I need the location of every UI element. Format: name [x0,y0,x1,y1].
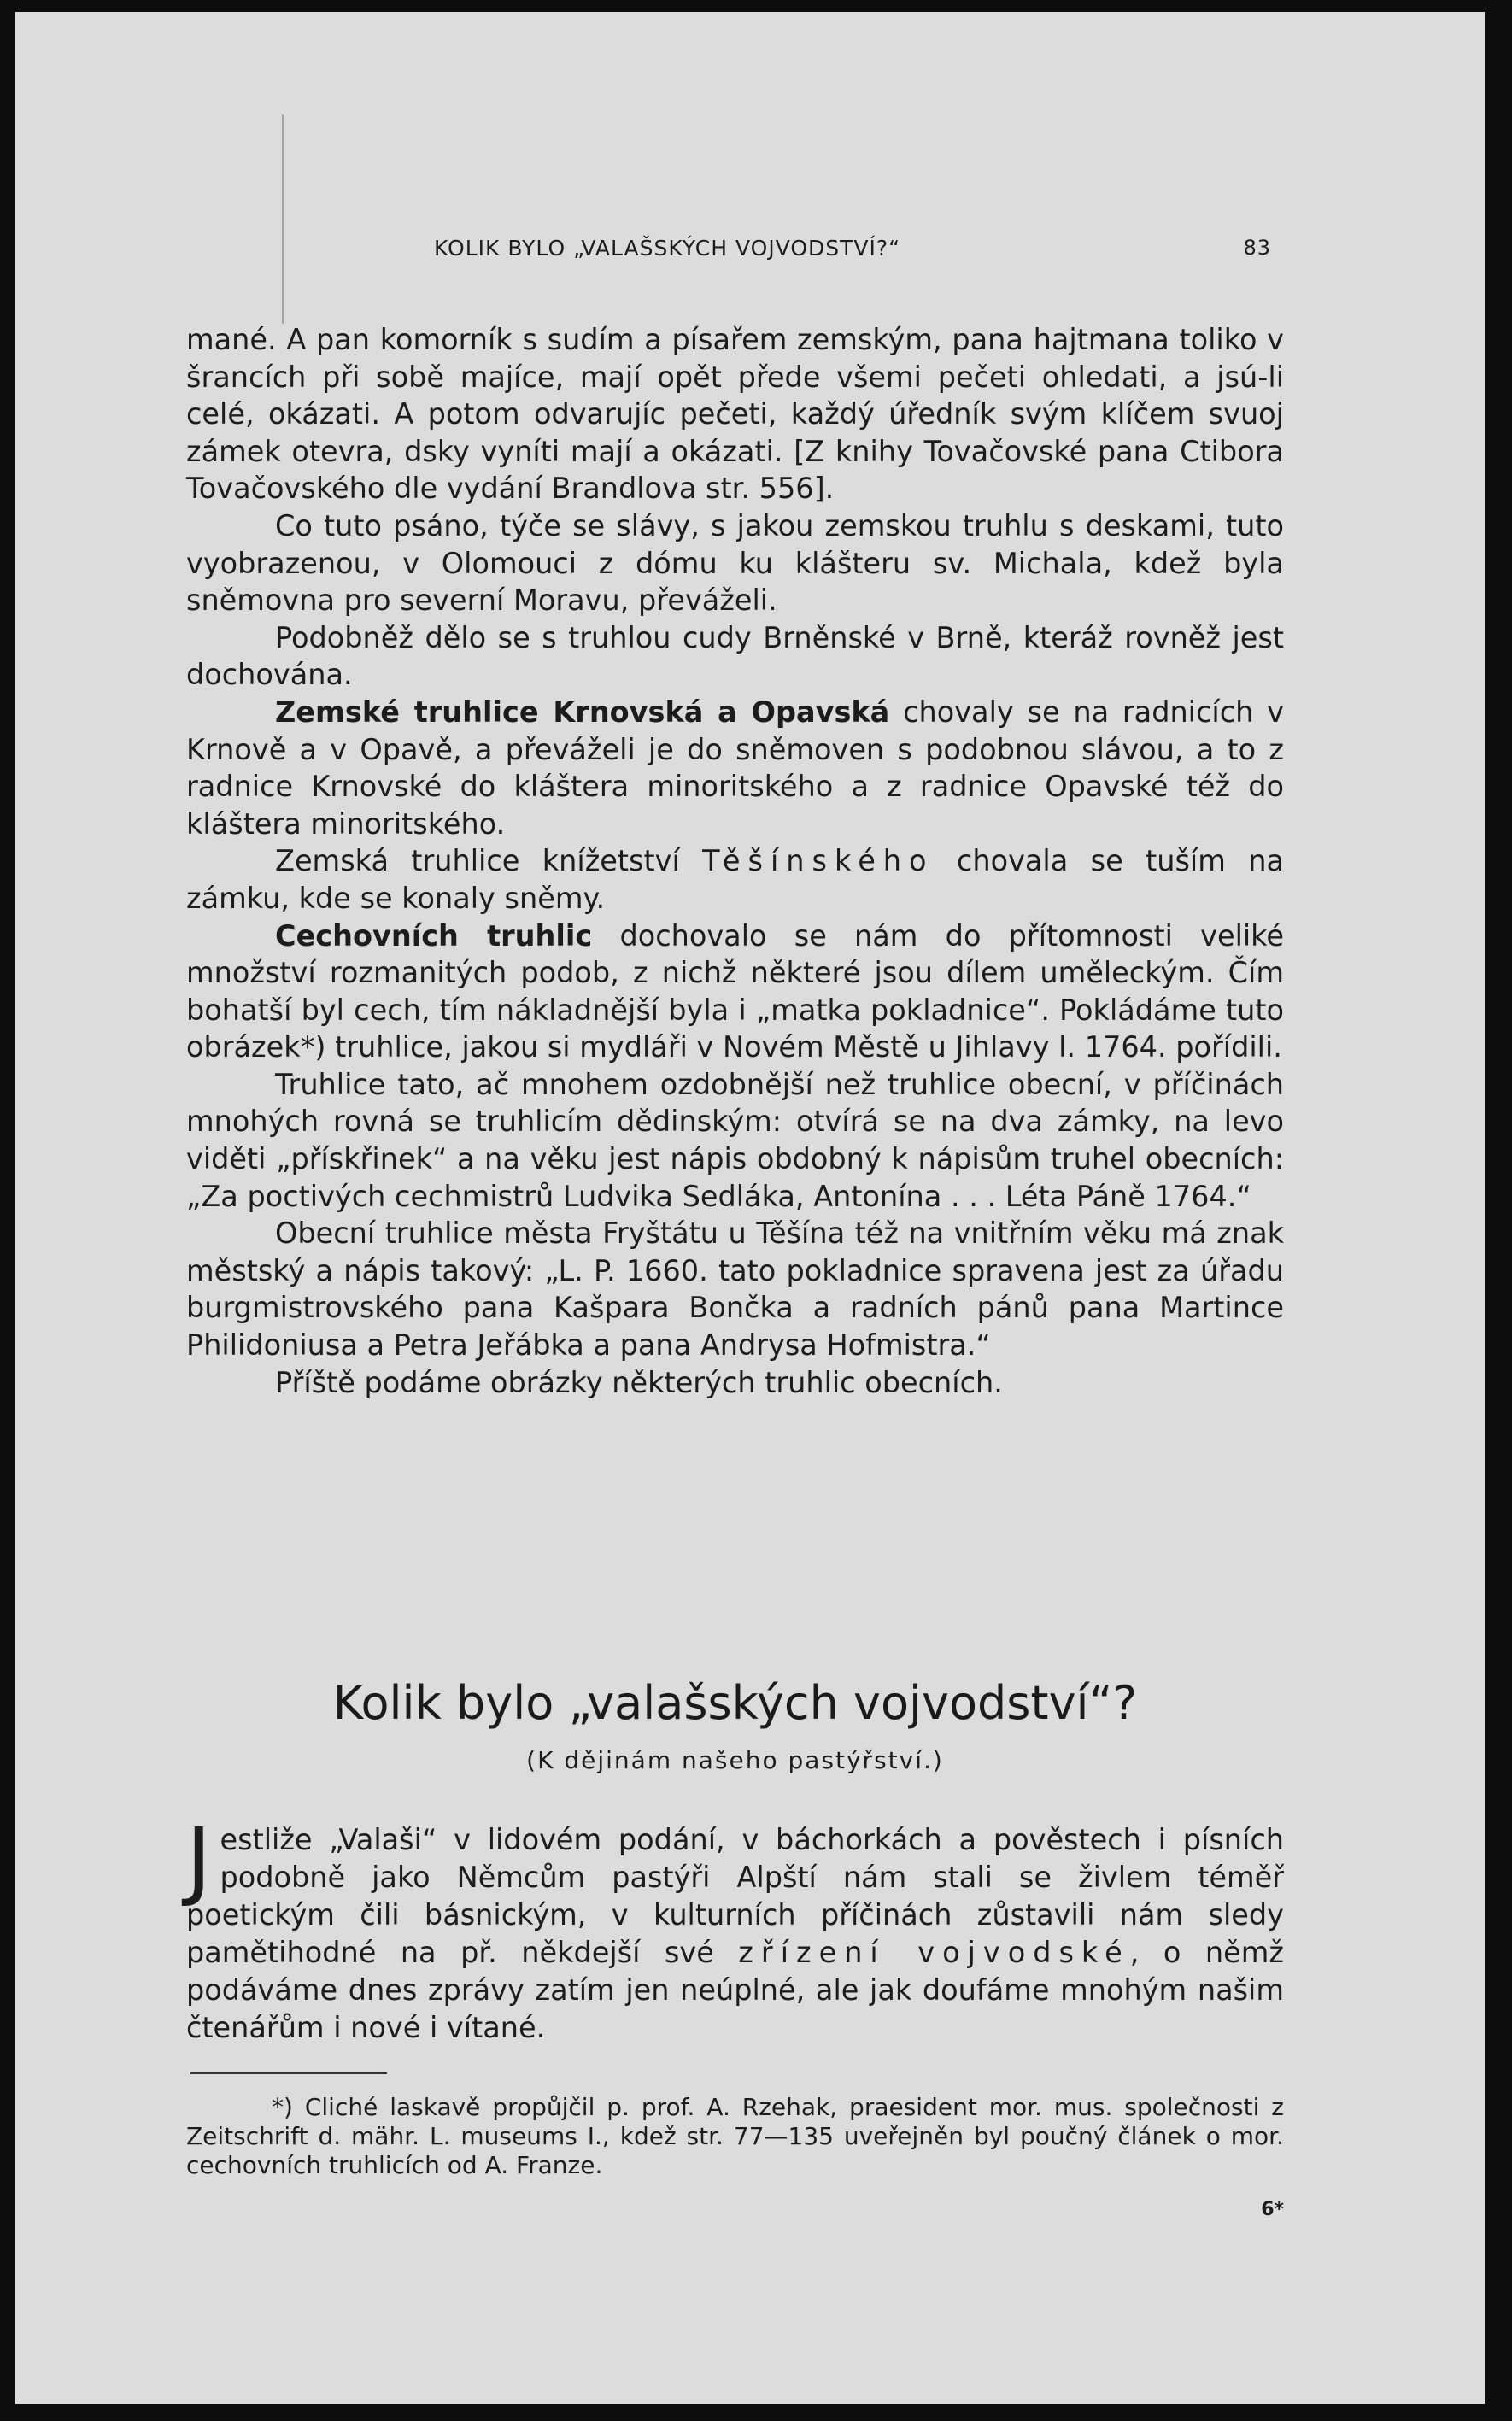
paragraph-4 [186,694,1284,842]
paragraph-3: Podobněž dělo se s truhlou cudy Brněnské v Brně, kteráž rovněž jest dochována. [186,620,1284,692]
paragraph-4-text: chovaly se na radnicích v Krnově a v Opavě, a převáželi je do sněmoven s podobnou slávou, a to z radnice Krnovské do kláštera minoritského a z radnice Opavské též do kláštera minoritského. [186,695,1284,841]
bold-phrase: Zemské truhlice Krnovská a Opavská [275,695,890,729]
paragraph-2: Co tuto psáno, týče se slávy, s jakou zemskou truhlu s deskami, tuto vyobrazenou, v Olomouci z dómu ku klášteru sv. Michala, kdež byla sněmovna pro severní Moravu, převáželi. [186,508,1284,618]
footnote-rule [190,2072,387,2074]
footnote [186,2093,1284,2180]
paragraph-6 [186,917,1284,1066]
page-number: 83 [1243,236,1271,260]
paragraph-8: Obecní truhlice města Fryštátu u Těšína též na vnitřním věku má znak městský a nápis takový: „L. P. 1660. tato pokladnice spravena jest za úřadu burgmistrovského pana Kašpara Bončka a radních pánů pana Martince Philidoniusa a Petra Jeřábka a pana Andrysa Hofmistra.“ [186,1216,1284,1363]
paragraph-9: Příště podáme obrázky některých truhlic obecních. [275,1365,1003,1399]
paragraph-1: mané. A pan komorník s sudím a písařem zemským, pana hajtmana toliko v šrancích při sobě majíce, mají opět přede všemi pečeti ohledati, a jsú-li celé, okázati. A potom odvarujíc pečeti, každý úředník svým klíčem svuoj zámek otevra, dsky vyníti mají a okázati. [Z knihy Tovačovské pana Ctibora Tovačovského dle vydání Brandlova str. 556]. [186,323,1284,506]
running-header [434,236,1271,267]
spaced-phrase: zřízení vojvodské [738,1936,1130,1969]
footnote-text: *) Cliché laskavě propůjčil p. prof. A. Rzehak, praesident mor. mus. společnosti z Zeitschrift d. mähr. L. museums I., kdež str. 77—135 uveřejněn byl poučný článek o mor. cechovních truhlicích od A. Franze. [186,2093,1284,2179]
main-text [186,321,1284,1401]
paragraph-5-text-b: chovala se tuším na zámku, kde se konaly sněmy. [186,844,1285,915]
intro-paragraph [186,1809,1284,2047]
paragraph-7: Truhlice tato, ač mnohem ozdobnější než truhlice obecní, v příčinách mnohých rovná se truhlicím dědinským: otvírá se na dva zámky, na levo viděti „přískřinek“ a na věku jest nápis obdobný k nápisům truhel obecních: „Za poctivých cechmistrů Ludvika Sedláka, Antonína . . . Léta Páně 1764.“ [186,1067,1284,1213]
page [15,12,1485,2404]
bold-phrase: Cechovních truhlic [275,918,593,953]
running-title: KOLIK BYLO „VALAŠSKÝCH VOJVODSTVÍ?“ [434,236,901,261]
signature-mark: 6* [1261,2199,1284,2220]
article-title: Kolik bylo „valašských vojvodství“? [332,1676,1138,1730]
intro-text-a: estliže „Valaši“ v lidovém podání, v báchorkách a pověstech i písních podobně jako Němcům pastýři Alpští nám stali se živlem téměř poetickým čili básnickým, v kulturních příčinách zůstavili nám sledy pamětihodné na př. někdejší své [186,1823,1284,1969]
article-subtitle: (K dějinám našeho pastýřství.) [526,1746,944,1774]
intro-text-b: , o němž podáváme dnes zprávy zatím jen neúplné, ale jak doufáme mnohým našim čtenářům i nové i vítané. [186,1936,1284,2044]
margin-line [282,114,284,324]
paragraph-6-text: dochovalo se nám do přítomnosti veliké množství rozmanitých podob, z nichž některé jsou dílem uměleckým. Čím bohatší byl cech, tím nákladnější byla i „matka pokladnice“. Pokládáme tuto obrázek*) truhlice, jakou si mydláři v Novém Městě u Jihlavy l. 1764. pořídili. [186,918,1285,1064]
article-intro [186,1809,1284,2047]
spaced-word: Těšínského [702,844,935,878]
paragraph-5-text-a: Zemská truhlice knížetství [275,844,703,878]
drop-cap: J [186,1809,212,1909]
paragraph-5 [186,842,1284,917]
